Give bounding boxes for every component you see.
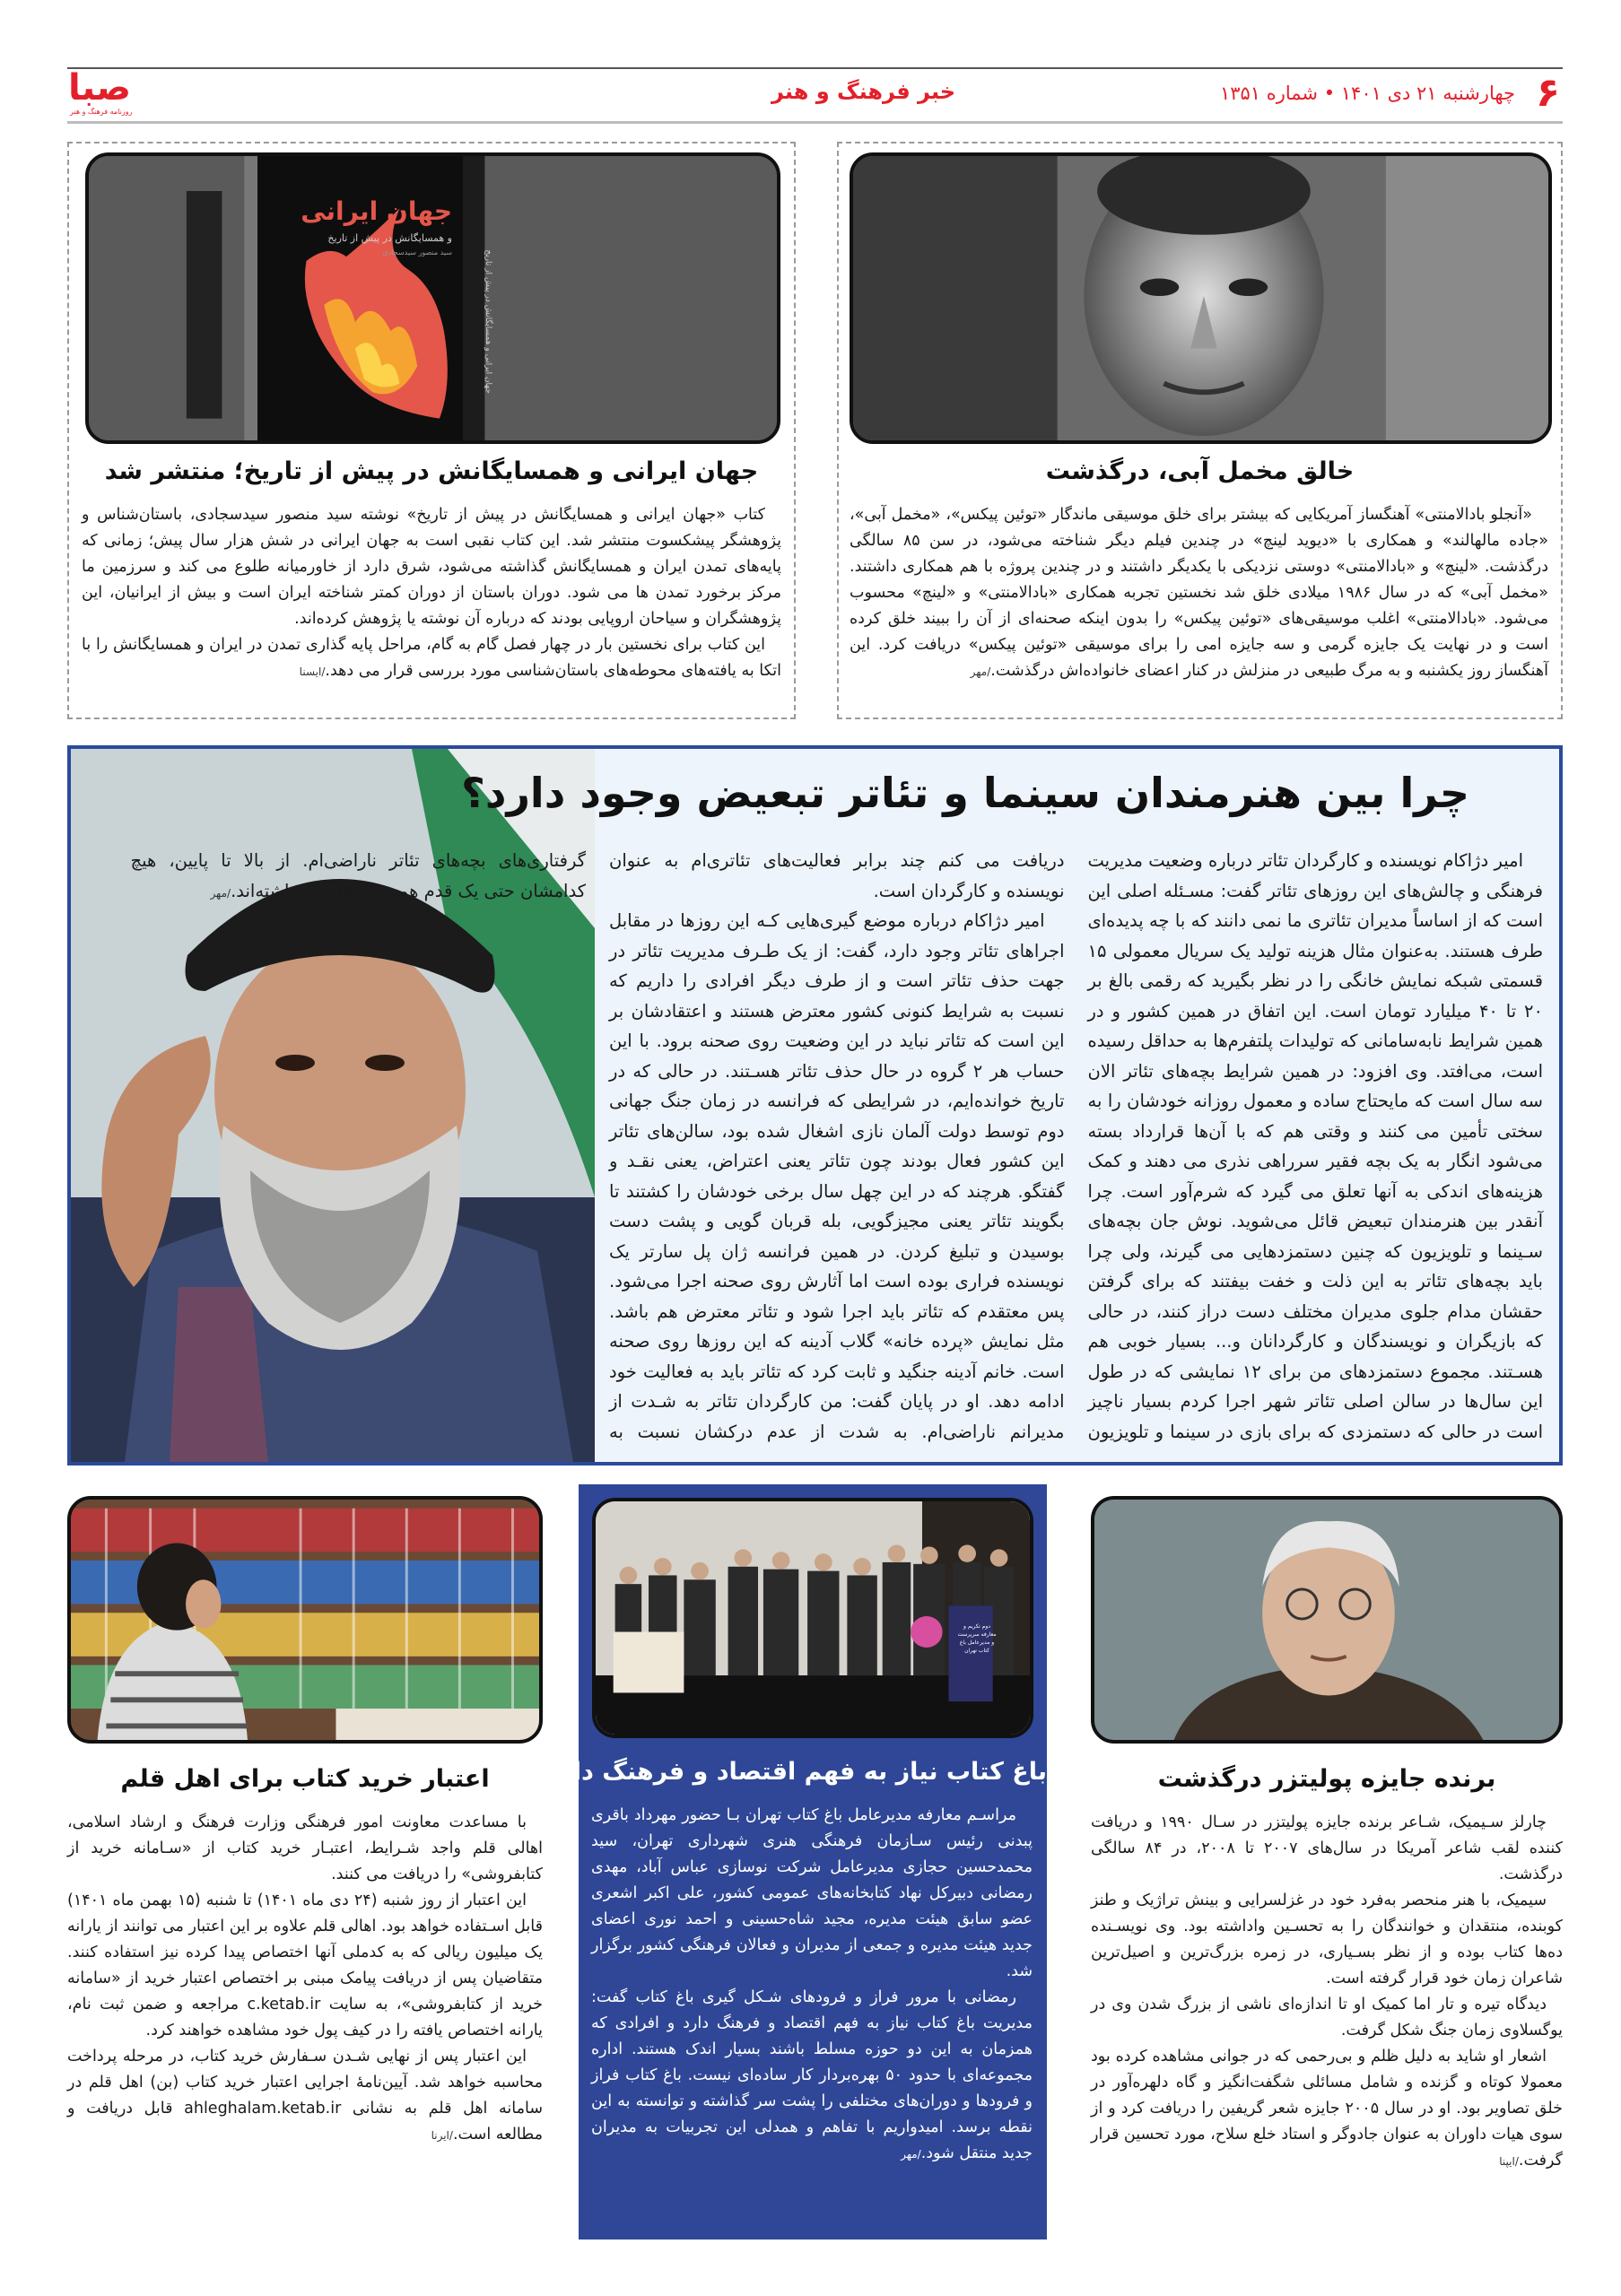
- paragraph: امیر دژاکام نویسنده و کارگردان تئاتر درباره وضعیت مدیریت فرهنگی و چالش‌های این روزهای تئاتر گفت: مسـئله اصلی این است که از اساساً مدیران تئاتری ما نمی دانند که با چه پدیده‌ای طرف هستند. به‌عنوان مثال هزینه تولید یک سریال معمولی ۱۵ قسمتی شبکه نمایش خانگی را در نظر بگیرید که رقمی بالغ بر ۲۰ تا ۴۰ میلیارد تومان است. این اتفاق در همین کشور و در همین شرایط نابه‌سامانی که تولیدات پلتفرم‌ها به حداقل رسیده است، می‌افتد. وی افزود: در همین شرایط بچه‌های تئاتر الان سه سال است که مایحتاج ساده و معمول روزانه خودشان را به سختی تأمین می کنند و وقتی هم که با آن‌ها قرارداد بسته می‌شود انگار به یک بچه فقیر سرراهی نذری می دهند و کمک هزینه‌های اندکی به آنها تعلق می گیرد که شرم‌آور است. چرا آنقدر بین هنرمندان تبعیض قائل می‌شوید. نوش جان بچه‌های سـینما و تلویزیون که چنین دستمزدهایی می گیرند، ولی چرا باید بچه‌های تئاتر به این ذلت و خفت بیفتند که برای گرفتن حقشان مدام جلوی مدیران مختلف دست دراز کنند، در حالی که بازیگران و نویسندگان و کارگردانان و... بسیار خوبی هم هسـتند. مجموع دستمزدهای من برای ۱۲ نمایشی که در طول این سال‌ها در سالن اصلی تئاتر شهر اجرا کردم بسیار ناچیز است در حالی که دستمزدی که برای بازی در سینما و تلویزیون دریافت می کنم چند برابر فعالیت‌های تئاتری‌ام به عنوان نویسنده و کارگردان است.: [609, 850, 1543, 1442]
- article-badalamenti: [837, 142, 1563, 719]
- cover-title: جهان ایرانی: [301, 196, 452, 226]
- issue-date: چهارشنبه ۲۱ دی ۱۴۰۱ • شماره ۱۳۵۱: [1219, 83, 1515, 104]
- source-credit: /ایسنا: [299, 665, 326, 678]
- source-credit: /مهر: [901, 2148, 921, 2161]
- ceremony-photo: [592, 1498, 1033, 1738]
- book-cover-photo: [85, 152, 780, 444]
- header-bottom-rule: [67, 121, 1563, 124]
- article-title: اعتبار خرید کتاب برای اهل قلم: [120, 1765, 490, 1793]
- logo: صبا: [68, 67, 131, 109]
- paragraph: این کتاب برای نخستین بار در چهار فصل گام به گام، مراحل پایه گذاری تمدن در ایران و همسایگانش را با اتکا به یافته‌های محوطه‌های باستان‌شناسی مورد بررسی قرار می دهد./ایسنا: [82, 636, 781, 680]
- article-bagh-ketab: [546, 1484, 1047, 2239]
- section-title: خبر فرهنگ و هنر: [771, 79, 956, 104]
- paragraph: چارلز سـیمیک، شـاعر برنده جایزه پولیتزر در سـال ۱۹۹۰ و دریافت کننده لقب شاعر آمریکا در سال‌های ۲۰۰۷ تا ۲۰۰۸، در ۸۴ سالگی درگذشت.: [1091, 1813, 1564, 1883]
- portrait-photo: [850, 152, 1552, 444]
- article-title: باغ کتاب نیاز به فهم اقتصاد و فرهنگ دارد: [546, 1758, 1047, 1786]
- paragraph: این اعتبار پس از نهایی شـدن سـفارش خرید کتاب، در مرحله پرداخت محاسبه خواهد شد. آیین‌نامهٔ اجرایی اعتبار خرید کتاب (بن) اهل قلم در سامانه اهل قلم به نشانی ahleghalam.ketab.ir قابل دریافت و مطالعه است./ایرنا: [67, 2048, 543, 2144]
- source-credit: /مهر: [970, 665, 991, 678]
- article-title: برنده جایزه پولیتزر درگذشت: [1157, 1765, 1496, 1793]
- podium-text: دوم تکریم و معارفه سرپرست و مدیرعامل باغ کتاب تهران: [957, 1623, 997, 1654]
- cover-subtitle: و همسایگانش در پیش از تاریخ: [327, 232, 452, 244]
- page-number: ۶: [1536, 70, 1560, 116]
- article-body: [82, 502, 781, 685]
- paragraph: اشعار او شاید به دلیل ظلم و بی‌رحمی که در جوانی مشاهده کرده بود معمولا کوتاه و گزنده و شامل مسائلی شگفت‌انگیز و گاه دلهره‌آور در خلق تصاویر بود. او در سال ۲۰۰۵ جایزه شعر گریفین را دریافت کرد و از سوی هیات داوران به عنوان جادوگر و استاد خلع سلاح، مورد تحسین قرار گرفت./ایپنا: [1091, 2048, 1563, 2170]
- paragraph: امیر دژاکام درباره موضع گیری‌هایی کـه این روزها در مقابل اجراهای تئاتر وجود دارد، گفت: از یک طـرف مدیریت تئاتر در جهت حذف تئاتر است و از طرف دیگر افرادی را داریم که نسبت به شرایط کنونی کشور معترض هستند و اعتقادشان بر این است که تئاتر نباید در این وضعیت روی صحنه برود. با این حساب هر ۲ گروه در حال حذف تئاتر هسـتند. در حالی که در تاریخ خوانده‌ایم، در شرایطی که فرانسه در زمان جنگ جهانی دوم توسط دولت آلمان نازی اشغال شده بود، سالن‌های تئاتر این کشور فعال بودند چون تئاتر یعنی اعتراض، یعنی نقـد و گفتگو. هرچند که در این چهل سال برخی خودشان را کشتند تا بگویند تئاتر یعنی مجیزگویی، بله قربان گویی و پشت دست بوسیدن و تبلیغ کردن. در همین فرانسه ژان پل سارتر یک نویسنده فراری بوده است اما آثارش روی صحنه اجرا می‌شود. پس معتقدم که تئاتر باید اجرا شود و تئاتر معترض هم باشد. مثل نمایش «پرده خانه» گلاب آدینه که این روزها روی صحنه است. خانم آدینه جنگید و ثابت کرد که تئاتر باید به فعالیت خود ادامه دهد. او در پایان گفت: من کارگردان تئاتر به شـدت از مدیرانم ناراضی‌ام. به شدت از عدم درکشان نسبت به گرفتاری‌های بچه‌های تئاتر ناراضی‌ام. از بالا تا پایین، هیچ کدامشان حتی یک قدم هم برای تئاتر برنداشته‌اند./مهر: [130, 850, 1065, 1442]
- paragraph: «آنجلو بادالامنتی» آهنگساز آمریکایی که بیشتر برای خلق موسیقی ماندگار «توئین پیکس»، «مخمل آبی»، «جاده مالهالند» و همکاری با «دیوید لینچ» در چندین فیلم دیگر شناخته می‌شود، در سن ۸۵ سالگی درگذشت. «لینچ» و «بادالامنتی» دوستی نزدیکی با یکدیگر داشتند و در چندین پروژه با هم همکاری داشتند. «مخمل آبی» که در سال ۱۹۸۶ میلادی خلق شد نخستین تجربه همکاری «بادالامنتی» و «لینچ» محسوب می‌شود. «بادالامنتی» اغلب موسیقی‌های «توئین پیکس» را بدون اینکه صحنه‌ای از آن را ببیند خلق کرده است و در نهایت یک جایزه گرمی و سه جایزه امی را برای موسیقی «توئین پیکس» دریافت کرد. این آهنگساز روز یکشنبه و به مرگ طبیعی در منزلش در کنار اعضای خانواده‌اش درگذشت./مهر: [850, 506, 1548, 680]
- paragraph: با مساعدت معاونت امور فرهنگی وزارت فرهنگ و ارشاد اسلامی، اهالی قلم واجد شـرایط، اعتبـار خرید کتاب از «سـامانه خرید از کتابفروشی» را دریافت می کنند.: [67, 1813, 543, 1883]
- cover-spine-text: جهان ایرانی و همسایگانش در پیش از تاریخ: [484, 249, 492, 394]
- bookstore-photo: [67, 1496, 543, 1744]
- source-credit: /ایرنا: [431, 2129, 453, 2142]
- paragraph: سیمیک، با هنر منحصر به‌فرد خود در غزلسرایی و بینش تراژیک و طنز کوبنده، منتقدان و خوانندگان را به تحسـین واداشته بود. وی نویسـنده ده‌ها کتاب بوده و از نظر بسـیاری، در زمره بزرگ‌ترین و اصیل‌ترین شاعران زمان خود قرار گرفته است.: [1091, 1892, 1563, 1987]
- cover-author: سید منصور سیدسجادی: [382, 248, 452, 257]
- article-body: [591, 1803, 1033, 2168]
- feature-title: چرا بین هنرمندان سینما و تئاتر تبعیض وجود دارد؟: [461, 769, 1469, 817]
- paragraph: این اعتبار از روز شنبه (۲۴ دی ماه ۱۴۰۱) تا شنبه (۱۵ بهمن ماه ۱۴۰۱) قابل اسـتفاده خواهد بود. اهالی قلم علاوه بر این اعتبار می توانند از یارانه یک میلیون ریالی که به کدملی آنها اختصاص پیدا کرده نیز استفاده کنند. متقاضیان پس از دریافت پیامک مبنی بر اختصاص اعتبار خرید از «سامانه خرید از کتابفروشی»، به سایت c.ketab.ir مراجعه و ضمن ثبت نام، یارانه اختصاص یافته را در کیف پول خود مشاهده خواهند کرد.: [67, 1892, 543, 2039]
- article-body: [850, 502, 1548, 685]
- feature-body: [130, 846, 1543, 1456]
- paragraph: کتاب «جهان ایرانی و همسایگانش در پیش از تاریخ» نوشته سید منصور سیدسجادی، باستان‌شناس و پژوهشگر پیشکسوت منتشر شد. این کتاب نقبی است به جهان ایرانی در شش هزار سال پیش؛ زمانی که پایه‌های تمدن ایران و همسایگانش گذاشته می‌شود، شرق دارد از خاورمیانه طلوع می کند و سرزمین ما مرکز برخورد تمدن ها می شود. دوران باستان از دوران کمتر شناخته ایران است و بیش از ایرانیان، این پژوهشگران و سیاحان اروپایی بودند که درباره آن نوشته یا پژوهش کرده‌اند.: [82, 506, 781, 628]
- simic-photo: [1091, 1496, 1563, 1744]
- source-credit: /مهر: [210, 886, 231, 900]
- article-simic: [1091, 1496, 1563, 2249]
- header-top-rule: [67, 67, 1563, 69]
- article-body: [67, 1810, 543, 2149]
- article-book: [67, 142, 796, 719]
- logo-tagline: روزنامه فرهنگ و هنر: [70, 108, 133, 116]
- feature-article: [67, 745, 1563, 1465]
- paragraph: مراسـم معارفه مدیرعامل باغ کتاب تهران بـا حضور مهرداد باقری پبدنی رئیس سـازمان فرهنگی هنری شهرداری تهران، سید محمدحسین حجازی مدیرعامل شرکت نوسازی عباس آباد، مهدی رمضانی دبیرکل نهاد کتابخانه‌های عمومی کشور، علی اکبر اشعری عضو سابق هیئت مدیره، مجید شاه‌حسینی و احمد نوری اعضای جدید هیئت مدیره و جمعی از مدیران و فعالان فرهنگی کشور برگزار شد.: [591, 1806, 1033, 1980]
- paragraph: دیدگاه تیره و تار اما کمیک او تا اندازه‌ای ناشی از بزرگ شدن وی در یوگسلاوی زمان جنگ شکل گرفت.: [1091, 1996, 1563, 2039]
- article-title: خالق مخمل آبی، درگذشت: [1045, 457, 1355, 485]
- source-credit: /ایپنا: [1499, 2155, 1519, 2168]
- article-title: جهان ایرانی و همسایگانش در پیش از تاریخ؛ منتشر شد: [104, 457, 759, 485]
- article-body: [1091, 1810, 1563, 2175]
- article-book-credit: [67, 1496, 543, 2249]
- paragraph: رمضانی با مرور فراز و فرودهای شـکل گیری باغ کتاب گفت: مدیریت باغ کتاب نیاز به فهم اقتصاد و فرهنگ دارد و افرادی که همزمان به این دو حوزه مسلط باشند بسیار اندک هستند. اداره مجموعه‌ای با حدود ۵۰ بهره‌بردار کار ساده‌ای نیست. باغ کتاب فراز و فرودها و دوران‌های مختلفی را پشت سر گذاشته و توانسته به این نقطه برسد. امیدواریم با تفاهم و همدلی این تجربیات به مدیران جدید منتقل شود./مهر: [591, 1988, 1033, 2162]
